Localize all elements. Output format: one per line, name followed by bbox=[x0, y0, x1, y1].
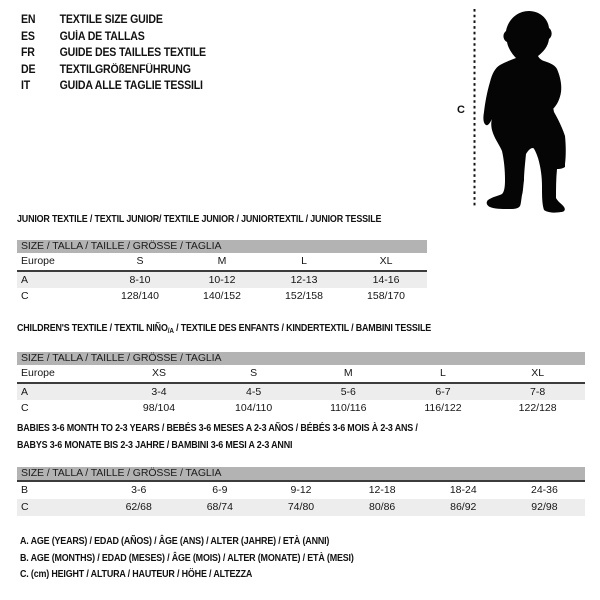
row-label: C bbox=[17, 499, 98, 516]
language-code: DE bbox=[21, 63, 36, 76]
junior-size-table bbox=[17, 240, 427, 305]
cell: 80/86 bbox=[342, 499, 423, 516]
cell: 68/74 bbox=[179, 499, 260, 516]
cell: 9-12 bbox=[260, 481, 341, 499]
language-code: ES bbox=[21, 30, 35, 43]
cell: 140/152 bbox=[203, 290, 241, 302]
baby-figure bbox=[455, 5, 600, 215]
row-label: Europe bbox=[21, 367, 55, 379]
size-header-label: SIZE / TALLA / TAILLE / GRÖSSE / TAGLIA bbox=[17, 352, 585, 365]
language-title: TEXTILE SIZE GUIDE bbox=[59, 14, 163, 26]
note-age-years: A. AGE (YEARS) / EDAD (AÑOS) / ÂGE (ANS) / ALTER (JAHRE) / ETÀ (ANNI) bbox=[20, 535, 330, 547]
babies-table-title bbox=[17, 420, 500, 453]
cell: L bbox=[301, 255, 307, 267]
cell: 18-24 bbox=[423, 481, 504, 499]
row-label: A bbox=[17, 383, 112, 400]
table-row-height bbox=[17, 288, 427, 305]
language-list bbox=[21, 12, 222, 95]
cell: S bbox=[136, 255, 144, 267]
children-textile-section bbox=[17, 322, 585, 417]
height-label-c: C bbox=[457, 104, 465, 116]
cell: 3-6 bbox=[98, 481, 179, 499]
cell: 7-8 bbox=[490, 383, 585, 400]
cell: M bbox=[217, 255, 227, 267]
cell: 12-18 bbox=[342, 481, 423, 499]
language-row-en bbox=[21, 12, 206, 29]
baby-silhouette bbox=[483, 11, 565, 213]
cell: M bbox=[343, 367, 353, 379]
language-title: TEXTILGRÖßENFÜHRUNG bbox=[59, 63, 191, 76]
table-row-age bbox=[17, 271, 427, 288]
cell: 62/68 bbox=[98, 499, 179, 516]
cell: S bbox=[250, 367, 258, 379]
row-label: Europe bbox=[21, 255, 55, 267]
row-label: C bbox=[21, 402, 29, 414]
language-row-de bbox=[21, 62, 206, 79]
cell: 6-9 bbox=[179, 481, 260, 499]
cell: 10-12 bbox=[181, 271, 263, 288]
babies-textile-section bbox=[17, 420, 585, 516]
note-height-cm: C. (cm) HEIGHT / ALTURA / HAUTEUR / HÖHE / ALTEZZA bbox=[20, 568, 253, 580]
cell: 158/170 bbox=[367, 290, 405, 302]
cell: 6-7 bbox=[396, 383, 491, 400]
cell: 8-10 bbox=[99, 271, 181, 288]
language-code: EN bbox=[21, 14, 36, 26]
title-text: / TEXTILE DES ENFANTS / KINDERTEXTIL / BAMBINI TESSILE bbox=[173, 322, 432, 334]
cell: 3-4 bbox=[112, 383, 207, 400]
language-title: GUIDA ALLE TAGLIE TESSILI bbox=[59, 80, 203, 93]
cell: 86/92 bbox=[423, 499, 504, 516]
cell: 128/140 bbox=[121, 290, 159, 302]
cell: 104/110 bbox=[235, 402, 273, 414]
table-row-height bbox=[17, 499, 585, 516]
legend-notes bbox=[20, 533, 413, 583]
language-title: GUÍA DE TALLAS bbox=[59, 30, 145, 43]
cell: 116/122 bbox=[424, 402, 462, 414]
row-label: C bbox=[21, 290, 29, 302]
table-row-age bbox=[17, 383, 585, 400]
junior-table-title: JUNIOR TEXTILE / TEXTIL JUNIOR/ TEXTILE JUNIOR / JUNIORTEXTIL / JUNIOR TESSILE bbox=[17, 213, 382, 225]
cell: 98/104 bbox=[142, 402, 176, 414]
language-row-es bbox=[21, 29, 206, 46]
size-header-label: SIZE / TALLA / TAILLE / GRÖSSE / TAGLIA bbox=[17, 467, 585, 481]
language-title: GUIDE DES TAILLES TEXTILE bbox=[59, 47, 206, 60]
cell: 4-5 bbox=[206, 383, 301, 400]
size-header-label: SIZE / TALLA / TAILLE / GRÖSSE / TAGLIA bbox=[17, 240, 427, 253]
table-row-months bbox=[17, 481, 585, 499]
cell: 12-13 bbox=[263, 271, 345, 288]
cell: 74/80 bbox=[260, 499, 341, 516]
language-row-it bbox=[21, 78, 206, 95]
note-age-months: B. AGE (MONTHS) / EDAD (MESES) / ÂGE (MOIS) / ALTER (MONATE) / ETÀ (MESI) bbox=[20, 551, 354, 564]
table-row-europe bbox=[17, 365, 585, 383]
cell: 92/98 bbox=[504, 499, 585, 516]
junior-textile-section bbox=[17, 213, 427, 305]
cell: L bbox=[440, 367, 446, 379]
cell: 5-6 bbox=[301, 383, 396, 400]
babies-size-table bbox=[17, 467, 585, 516]
children-size-table bbox=[17, 352, 585, 417]
table-row-europe bbox=[17, 253, 427, 271]
title-line-1: BABIES 3-6 MONTH TO 2-3 YEARS / BEBÉS 3-6 MESES A 2-3 AÑOS / BÉBÉS 3-6 MOIS À 2-3 ANS / bbox=[17, 422, 418, 434]
title-subscript: /A bbox=[167, 326, 174, 335]
row-label: B bbox=[17, 481, 98, 499]
cell: XL bbox=[531, 367, 545, 379]
cell: XS bbox=[151, 367, 166, 379]
table-row-height bbox=[17, 400, 585, 417]
language-row-fr bbox=[21, 45, 206, 62]
cell: 14-16 bbox=[345, 271, 427, 288]
size-header-row bbox=[17, 467, 585, 481]
cell: 110/116 bbox=[330, 402, 367, 414]
language-code: FR bbox=[21, 47, 35, 60]
title-line-2: BABYS 3-6 MONATE BIS 2-3 JAHRE / BAMBINI 3-6 MESI A 2-3 ANNI bbox=[17, 438, 293, 451]
language-code: IT bbox=[21, 80, 31, 93]
cell: 122/128 bbox=[518, 402, 557, 414]
title-text: CHILDREN'S TEXTILE / TEXTIL NIÑO bbox=[17, 322, 168, 334]
cell: 152/158 bbox=[285, 290, 323, 302]
cell: 24-36 bbox=[504, 481, 585, 499]
size-header-row bbox=[17, 352, 585, 365]
size-header-row bbox=[17, 240, 427, 253]
cell: XL bbox=[379, 255, 393, 267]
children-table-title bbox=[17, 322, 500, 337]
row-label: A bbox=[17, 271, 99, 288]
